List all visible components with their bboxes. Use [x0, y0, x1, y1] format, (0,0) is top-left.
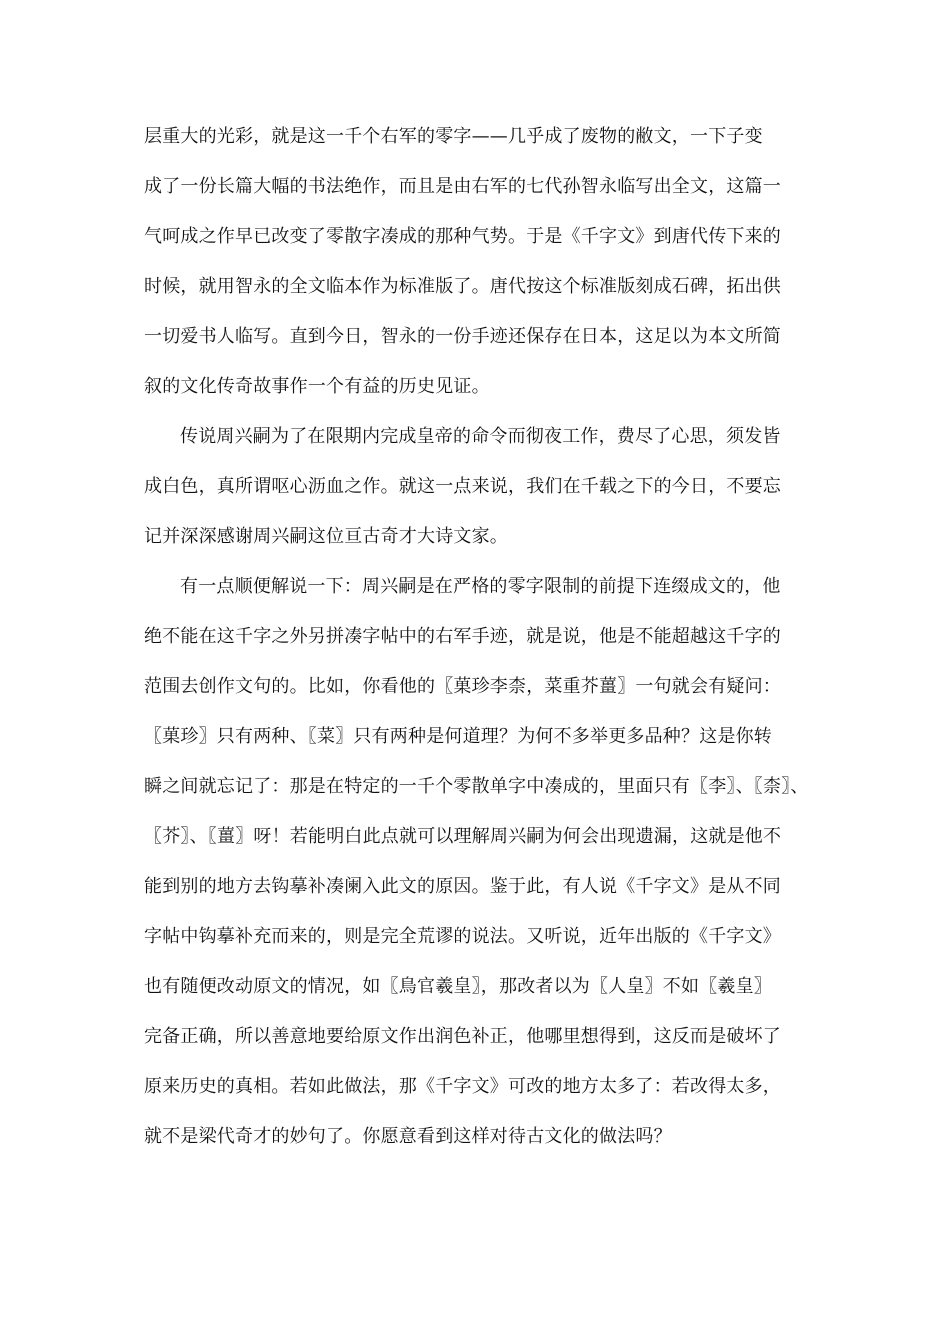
text-line: 记并深深感谢周兴嗣这位亘古奇才大诗文家。: [144, 526, 508, 547]
text-line: 时候，就用智永的全文临本作为标准版了。唐代按这个标准版刻成石碑，拓出供: [144, 276, 781, 297]
text-line: 范围去创作文句的。比如，你看他的〖菓珍李柰，菜重芥薑〗一句就会有疑问：: [144, 676, 781, 697]
paragraph-2: [144, 412, 810, 562]
text-line: 能到别的地方去钩摹补凑阑入此文的原因。鉴于此，有人说《千字文》是从不同: [144, 876, 781, 897]
text-line: 〖芥〗、〖薑〗呀！若能明白此点就可以理解周兴嗣为何会出现遗漏，这就是他不: [144, 826, 782, 847]
text-line: 就不是梁代奇才的妙句了。你愿意看到这样对待古文化的做法吗？: [144, 1126, 672, 1147]
text-line: 层重大的光彩，就是这一千个右军的零字——几乎成了废物的敝文，一下子变: [144, 126, 763, 147]
text-line: 成白色，真所谓呕心沥血之作。就这一点来说，我们在千载之下的今日，不要忘: [144, 476, 781, 497]
text-line: 也有随便改动原文的情况，如〖鳥官羲皇〗，那改者以为〖人皇〗不如〖羲皇〗: [144, 976, 772, 997]
text-line: 〖菓珍〗只有两种、〖菜〗只有两种是何道理？为何不多举更多品种？这是你转: [144, 726, 772, 747]
text-line: 原来历史的真相。若如此做法，那《千字文》可改的地方太多了：若改得太多，: [144, 1076, 781, 1097]
paragraph-3: [144, 562, 810, 1162]
text-line: 绝不能在这千字之外另拼凑字帖中的右军手迹，就是说，他是不能超越这千字的: [144, 626, 781, 647]
paragraph-1: [144, 112, 810, 412]
text-line: 成了一份长篇大幅的书法绝作，而且是由右军的七代孙智永临写出全文，这篇一: [144, 176, 781, 197]
text-line: 传说周兴嗣为了在限期内完成皇帝的命令而彻夜工作，费尽了心思，须发皆: [180, 426, 781, 447]
document-body: [144, 112, 810, 1162]
text-line: 有一点顺便解说一下：周兴嗣是在严格的零字限制的前提下连缀成文的，他: [180, 576, 781, 597]
text-line: 完备正确，所以善意地要给原文作出润色补正，他哪里想得到，这反而是破坏了: [144, 1026, 781, 1047]
text-line: 气呵成之作早已改变了零散字凑成的那种气势。于是《千字文》到唐代传下来的: [144, 226, 781, 247]
text-line: 一切爱书人临写。直到今日，智永的一份手迹还保存在日本，这足以为本文所简: [144, 326, 781, 347]
text-line: 瞬之间就忘记了：那是在特定的一千个零散单字中凑成的，里面只有〖李〗、〖柰〗、: [144, 776, 809, 797]
text-line: 字帖中钩摹补充而来的，则是完全荒谬的说法。又听说，近年出版的《千字文》: [144, 926, 781, 947]
text-line: 叙的文化传奇故事作一个有益的历史见证。: [144, 376, 490, 397]
